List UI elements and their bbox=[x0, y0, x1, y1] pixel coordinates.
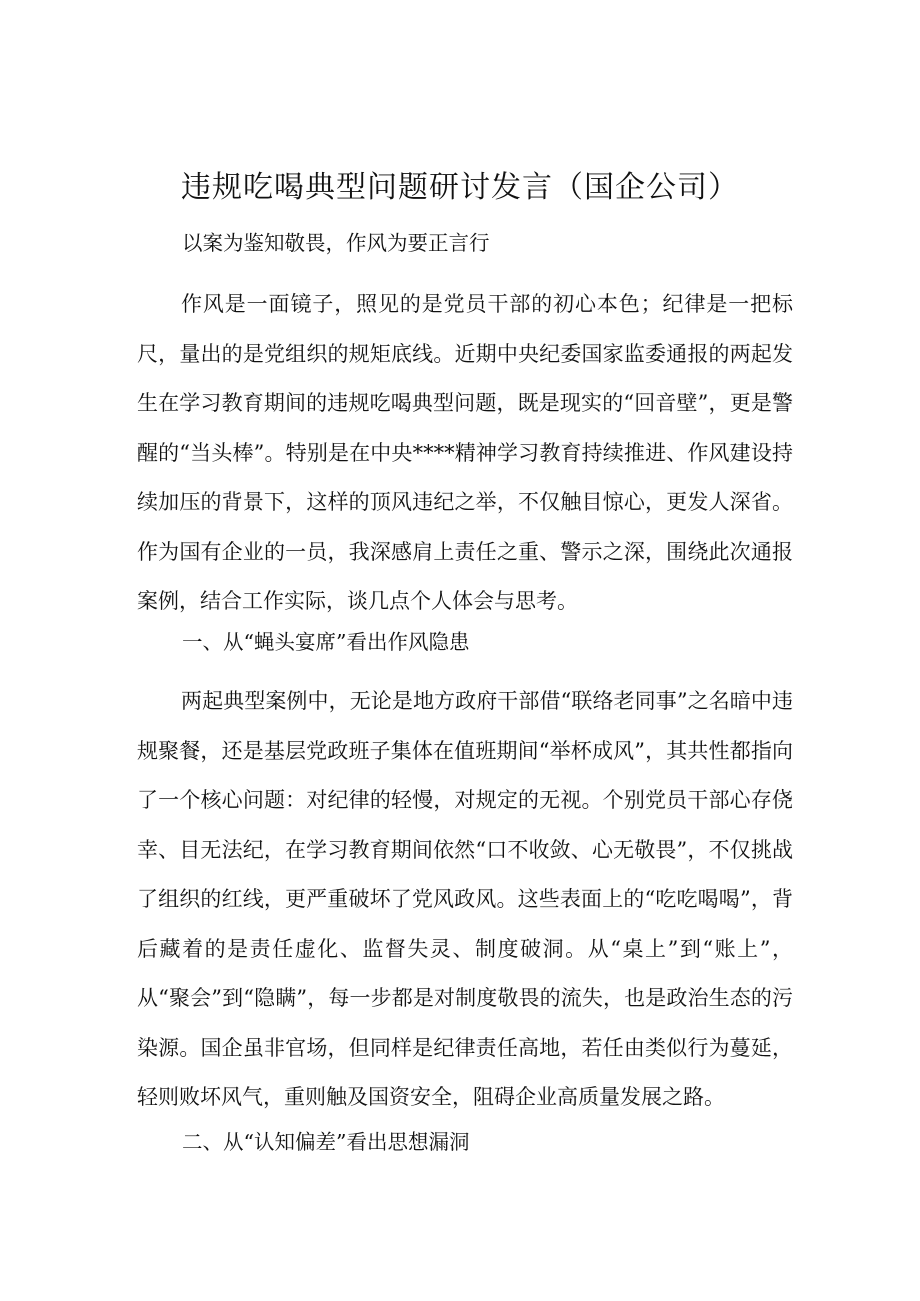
section-heading-2: 二、从“认知偏差”看出思想漏洞 bbox=[182, 1130, 470, 1154]
intro-paragraph: 作风是一面镜子，照见的是党员干部的初心本色；纪律是一把标尺，量出的是党组织的规矩底线。近期中央纪委国家监委通报的两起发生在学习教育期间的违规吃喝典型问题，既是现实的“回音壁”，更是警醒的“当头棒”。特别是在中央****精神学习教育持续推进、作风建设持续加压的背景下，这样的顶风违纪之举，不仅触目惊心，更发人深省。作为国有企业的一员，我深感肩上责任之重、警示之深，围绕此次通报案例，结合工作实际，谈几点个人体会与思考。 bbox=[137, 292, 793, 613]
document-subtitle: 以案为鉴知敬畏，作风为要正言行 bbox=[182, 231, 490, 255]
section-heading-1: 一、从“蝇头宴席”看出作风隐患 bbox=[182, 630, 470, 654]
document-title: 违规吃喝典型问题研讨发言（国企公司） bbox=[181, 170, 739, 205]
section-1-paragraph: 两起典型案例中，无论是地方政府干部借“联络老同事”之名暗中违规聚餐，还是基层党政班子集体在值班期间“举杯成风”，其共性都指向了一个核心问题：对纪律的轻慢，对规定的无视。个别党员干部心存侥幸、目无法纪，在学习教育期间依然“口不收敛、心无敬畏”，不仅挑战了组织的红线，更严重破坏了党风政风。这些表面上的“吃吃喝喝”，背后藏着的是责任虚化、监督失灵、制度破洞。从“桌上”到“账上”，从“聚会”到“隐瞒”，每一步都是对制度敬畏的流失，也是政治生态的污染源。国企虽非官场，但同样是纪律责任高地，若任由类似行为蔓延，轻则败坏风气，重则触及国资安全，阻碍企业高质量发展之路。 bbox=[137, 689, 793, 1109]
